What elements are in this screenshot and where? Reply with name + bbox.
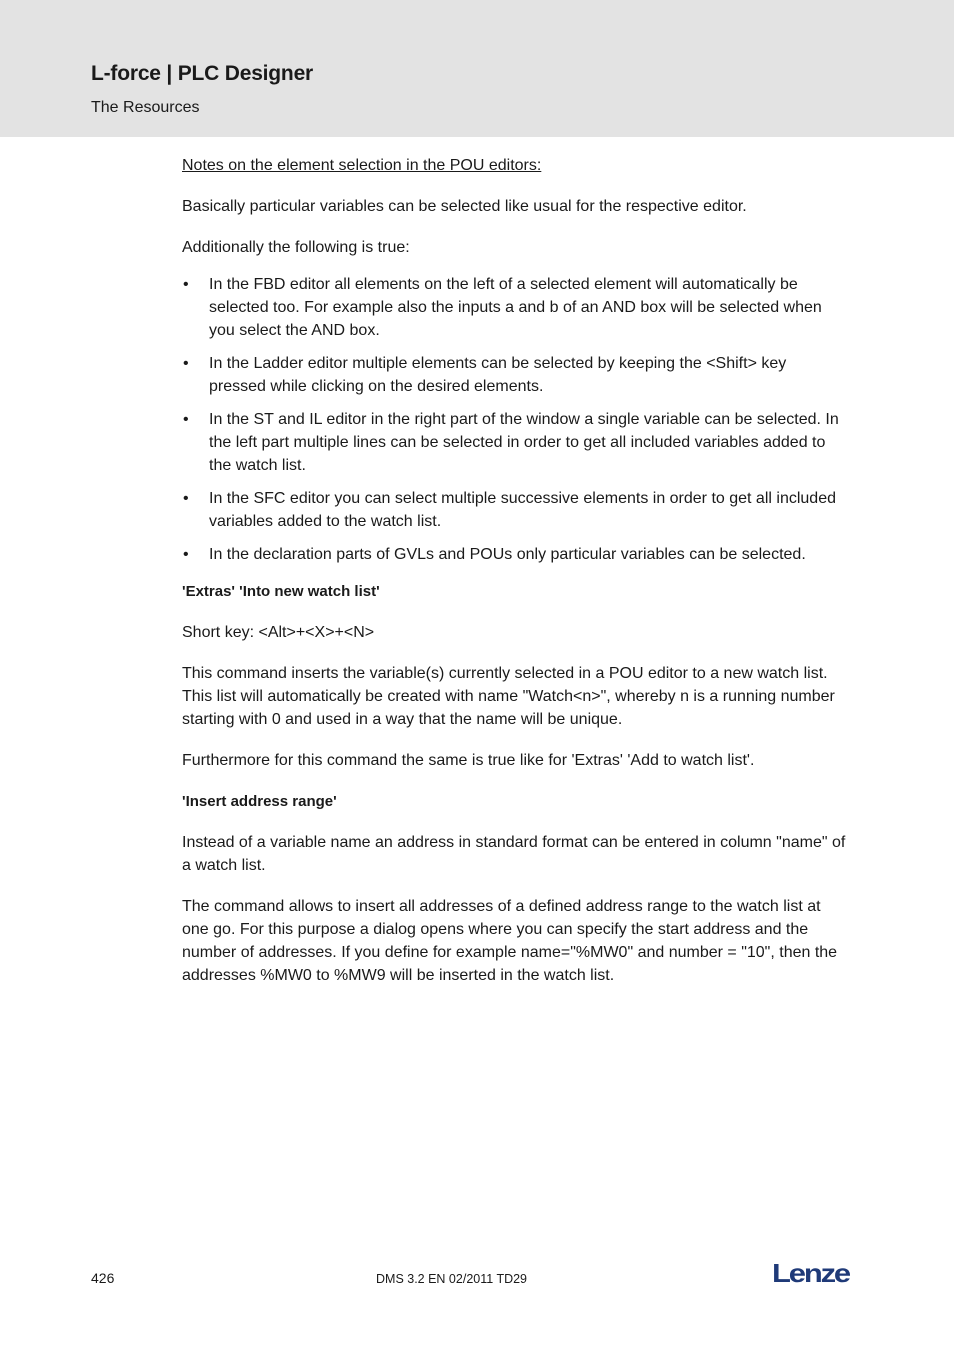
list-item-text: In the declaration parts of GVLs and POUs only particular variables can be selected. [209,546,806,563]
paragraph-address-range: The command allows to insert all addresses of a defined address range to the watch list at one go. For this purpose a dialog opens where you can specify the start address and the number of addresses. If you define for example name="%MW0" and number = "10", then the addresses %MW0 to %MW9 will be inserted in the watch list. [182,898,838,984]
bullet-icon: • [183,490,189,507]
list-item [182,487,847,533]
list-item [182,273,847,342]
page-header [0,0,954,137]
bullet-icon: • [183,546,189,563]
section-heading-insert-address-range: 'Insert address range' [182,793,337,810]
logo-text: Lenze [772,1258,851,1288]
short-key-text: Short key: <Alt>+<X>+<N> [182,624,375,641]
list-item [182,543,847,566]
list-item-text: In the Ladder editor multiple elements can be selected by keeping the <Shift> key pressed while clicking on the desired elements. [209,355,787,395]
bullet-icon: • [183,355,189,372]
list-item-text: In the SFC editor you can select multiple successive elements in order to get all included variables added to the watch list. [209,490,836,530]
bullet-list [182,273,847,566]
list-item [182,352,847,398]
list-item-text: In the ST and IL editor in the right part of the window a single variable can be selected. In the left part multiple lines can be selected in order to get all included variables added to the watch list. [209,411,839,474]
list-item-text: In the FBD editor all elements on the left of a selected element will automatically be selected too. For example also the inputs a and b of an AND box will be selected when you select the AND box. [209,276,822,339]
list-item [182,408,847,477]
paragraph-additionally: Additionally the following is true: [182,239,410,256]
paragraph-address-name: Instead of a variable name an address in standard format can be entered in column "name" of a watch list. [182,834,846,874]
document-subtitle: The Resources [91,99,200,116]
main-content [182,154,847,987]
section-heading-into-new-watch-list: 'Extras' 'Into new watch list' [182,583,380,600]
lenze-logo-icon [771,1258,851,1288]
document-reference: DMS 3.2 EN 02/2011 TD29 [376,1272,528,1286]
bullet-icon: • [183,411,189,428]
bullet-icon: • [183,276,189,293]
document-title: L-force | PLC Designer [91,62,314,85]
paragraph-command-description: This command inserts the variable(s) currently selected in a POU editor to a new watch list. This list will automatically be created with name "Watch<n>", whereby n is a running number starting with 0 and used in a way that the name will be unique. [182,665,835,728]
paragraph-basic: Basically particular variables can be selected like usual for the respective editor. [182,198,747,215]
page-number: 426 [91,1270,115,1286]
paragraph-furthermore: Furthermore for this command the same is true like for 'Extras' 'Add to watch list'. [182,752,755,769]
notes-heading: Notes on the element selection in the POU editors: [182,157,542,174]
